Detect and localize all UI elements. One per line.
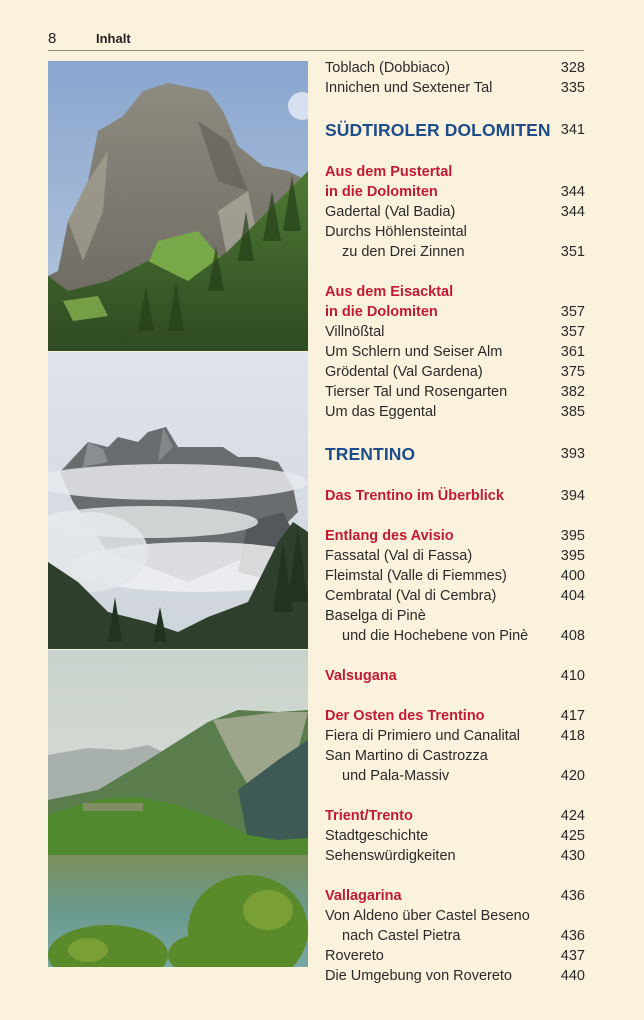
toc-page-number: 344 — [560, 204, 585, 220]
photo-rocky-peak — [48, 61, 308, 351]
toc-page-number: 400 — [560, 568, 585, 584]
toc-page-number: 328 — [560, 60, 585, 76]
toc-entry-continuation[interactable] — [325, 626, 585, 646]
toc-section-heading[interactable] — [325, 526, 585, 546]
spacer — [325, 142, 585, 162]
toc-entry-title: Um Schlern und Seiser Alm — [325, 344, 503, 360]
toc-page-number: 341 — [560, 122, 585, 138]
toc-page-number: 351 — [560, 244, 585, 260]
toc-page-number: 344 — [560, 184, 585, 200]
toc-page-number: 335 — [560, 80, 585, 96]
toc-entry-title: und Pala-Massiv — [342, 768, 450, 784]
toc-entry[interactable] — [325, 946, 585, 966]
toc-entry[interactable] — [325, 222, 585, 242]
toc-entry[interactable] — [325, 966, 585, 986]
toc-entry-continuation[interactable] — [325, 766, 585, 786]
toc-entry-title: Toblach (Dobbiaco) — [325, 60, 450, 76]
spacer — [325, 646, 585, 666]
toc-page-number: 410 — [560, 668, 585, 684]
toc-entry-title: Vallagarina — [325, 888, 402, 904]
toc-entry-title: Valsugana — [325, 668, 397, 684]
toc-page-number: 385 — [560, 404, 585, 420]
toc-entry-title: in die Dolomiten — [325, 184, 438, 200]
toc-page-number: 424 — [560, 808, 585, 824]
toc-page-number: 436 — [560, 888, 585, 904]
toc-page-number: 357 — [560, 324, 585, 340]
toc-entry-title: Innichen und Sextener Tal — [325, 80, 493, 96]
toc-entry[interactable] — [325, 726, 585, 746]
photo-column — [48, 61, 308, 967]
page-header — [48, 28, 584, 51]
toc-page-number: 430 — [560, 848, 585, 864]
spacer — [325, 466, 585, 486]
toc-section-heading[interactable] — [325, 162, 585, 182]
toc-section-heading[interactable] — [325, 182, 585, 202]
toc-section-heading[interactable] — [325, 886, 585, 906]
toc-entry-title: Der Osten des Trentino — [325, 708, 485, 724]
toc-entry-title: Sehenswürdigkeiten — [325, 848, 456, 864]
toc-entry-title: Trient/Trento — [325, 808, 413, 824]
toc-entry-title: Fiera di Primiero und Canalital — [325, 728, 521, 744]
toc-entry[interactable] — [325, 202, 585, 222]
toc-page-number: 375 — [560, 364, 585, 380]
toc-chapter-heading[interactable] — [325, 118, 585, 142]
toc-entry-title: Durchs Höhlensteintal — [325, 224, 467, 240]
toc-entry-title: Aus dem Pustertal — [325, 164, 453, 180]
toc-page-number: 420 — [560, 768, 585, 784]
toc-entry[interactable] — [325, 362, 585, 382]
toc-entry[interactable] — [325, 58, 585, 78]
toc-entry-title: Das Trentino im Überblick — [325, 488, 504, 504]
toc-entry[interactable] — [325, 846, 585, 866]
toc-page-number: 395 — [560, 528, 585, 544]
toc-entry-title: zu den Drei Zinnen — [342, 244, 465, 260]
toc-entry-title: Fassatal (Val di Fassa) — [325, 548, 473, 564]
spacer — [325, 866, 585, 886]
toc-page-number: 382 — [560, 384, 585, 400]
spacer — [325, 262, 585, 282]
spacer — [325, 98, 585, 118]
toc-entry[interactable] — [325, 78, 585, 98]
toc-page-number: 393 — [560, 446, 585, 462]
table-of-contents — [325, 58, 585, 986]
spacer — [325, 786, 585, 806]
toc-page-number: 425 — [560, 828, 585, 844]
page-number: 8 — [48, 30, 57, 47]
toc-section-heading[interactable] — [325, 706, 585, 726]
toc-entry-title: San Martino di Castrozza — [325, 748, 488, 764]
toc-section-heading[interactable] — [325, 302, 585, 322]
toc-section-heading[interactable] — [325, 666, 585, 686]
toc-entry-continuation[interactable] — [325, 242, 585, 262]
toc-entry[interactable] — [325, 382, 585, 402]
photo-misty-peaks — [48, 352, 308, 649]
toc-entry[interactable] — [325, 546, 585, 566]
toc-entry[interactable] — [325, 566, 585, 586]
toc-entry-title: Rovereto — [325, 948, 384, 964]
toc-entry[interactable] — [325, 826, 585, 846]
toc-entry-title: TRENTINO — [325, 444, 416, 464]
toc-entry[interactable] — [325, 906, 585, 926]
toc-entry-title: Die Umgebung von Rovereto — [325, 968, 512, 984]
toc-entry[interactable] — [325, 322, 585, 342]
toc-section-heading[interactable] — [325, 806, 585, 826]
spacer — [325, 506, 585, 526]
toc-entry-title: in die Dolomiten — [325, 304, 438, 320]
toc-page-number: 404 — [560, 588, 585, 604]
toc-entry-title: Von Aldeno über Castel Beseno — [325, 908, 530, 924]
toc-entry-title: und die Hochebene von Pinè — [342, 628, 529, 644]
toc-entry-title: Stadtgeschichte — [325, 828, 429, 844]
toc-entry-title: Baselga di Pinè — [325, 608, 426, 624]
spacer — [325, 686, 585, 706]
running-title: Inhalt — [96, 31, 131, 46]
toc-page-number: 408 — [560, 628, 585, 644]
photo-lake-village — [48, 650, 308, 967]
toc-entry-title: Aus dem Eisacktal — [325, 284, 454, 300]
toc-entry-continuation[interactable] — [325, 926, 585, 946]
toc-entry[interactable] — [325, 746, 585, 766]
toc-entry-title: Gadertal (Val Badia) — [325, 204, 456, 220]
toc-entry-title: SÜDTIROLER DOLOMITEN — [325, 120, 551, 140]
toc-entry-title: nach Castel Pietra — [342, 928, 461, 944]
toc-page-number: 417 — [560, 708, 585, 724]
toc-page-number: 357 — [560, 304, 585, 320]
toc-entry-title: Um das Eggental — [325, 404, 437, 420]
toc-page-number: 395 — [560, 548, 585, 564]
toc-entry-title: Tierser Tal und Rosengarten — [325, 384, 508, 400]
toc-entry-title: Villnößtal — [325, 324, 385, 340]
toc-page-number: 418 — [560, 728, 585, 744]
toc-entry-title: Cembratal (Val di Cembra) — [325, 588, 497, 604]
toc-page-number: 394 — [560, 488, 585, 504]
toc-entry[interactable] — [325, 586, 585, 606]
toc-entry[interactable] — [325, 342, 585, 362]
toc-entry-title: Grödental (Val Gardena) — [325, 364, 483, 380]
toc-entry-title: Entlang des Avisio — [325, 528, 454, 544]
toc-chapter-heading[interactable] — [325, 442, 585, 466]
toc-page-number: 437 — [560, 948, 585, 964]
toc-entry[interactable] — [325, 402, 585, 422]
spacer — [325, 422, 585, 442]
toc-page-number: 436 — [560, 928, 585, 944]
toc-entry[interactable] — [325, 606, 585, 626]
toc-page-number: 361 — [560, 344, 585, 360]
toc-page-number: 440 — [560, 968, 585, 984]
toc-section-heading[interactable] — [325, 486, 585, 506]
toc-entry-title: Fleimstal (Valle di Fiemmes) — [325, 568, 507, 584]
toc-section-heading[interactable] — [325, 282, 585, 302]
